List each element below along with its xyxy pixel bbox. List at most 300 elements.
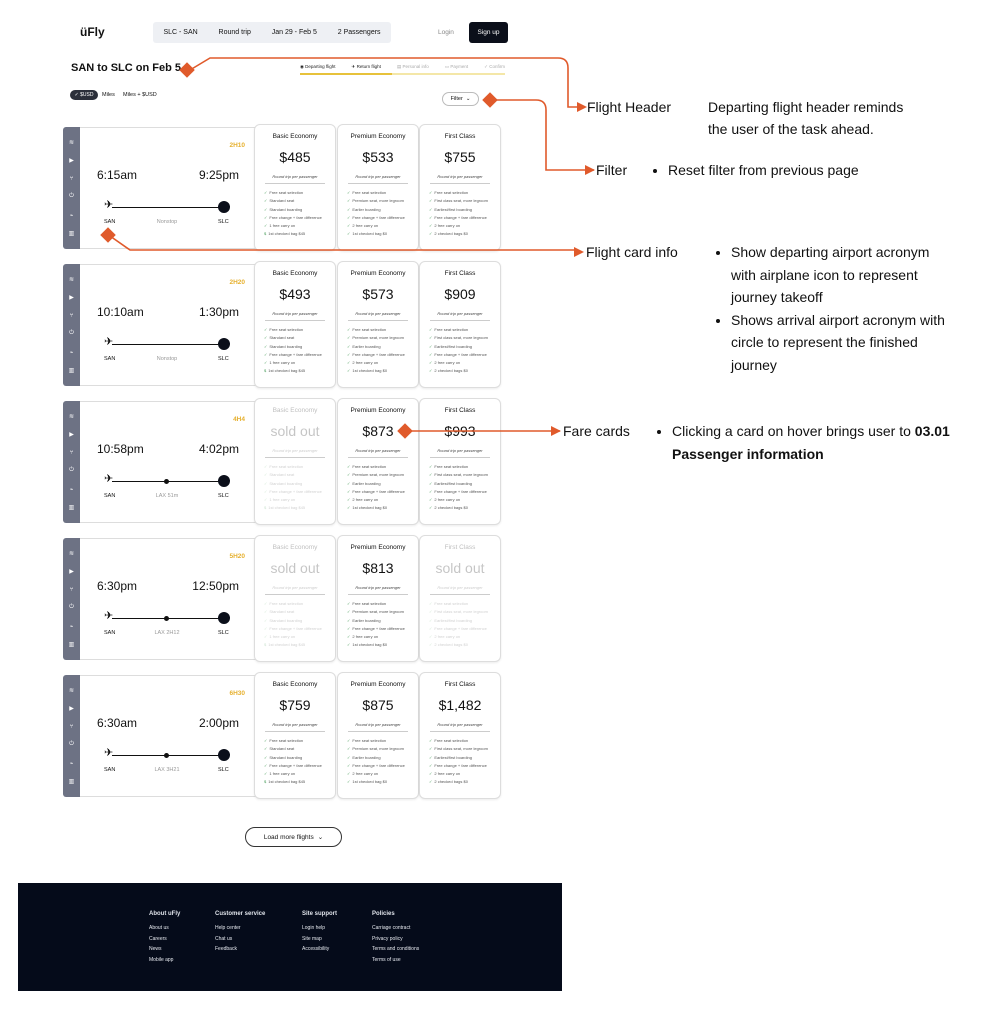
fare-feature: ✓ Free seat selection — [347, 601, 387, 606]
fare-feature: ✓ Standard boarding — [264, 343, 303, 349]
fare-feature: ✓ 1st checked bag $0 — [347, 505, 388, 511]
check-icon: ✓ — [264, 601, 268, 606]
fare-note: Round trip per passenger — [355, 585, 401, 590]
fare-feature: ✓ Free seat selection — [347, 464, 387, 469]
fare-feature: ✓ 2 free carry on — [429, 497, 461, 503]
booking-step: ▤ Personal info — [396, 64, 429, 69]
check-icon: ✓ — [347, 206, 351, 212]
fare-feature: ✓ 2 free carry on — [347, 223, 379, 229]
footer-link[interactable]: Careers — [149, 935, 167, 942]
flight-card-marker — [100, 227, 116, 243]
footer-heading: Site support — [302, 911, 338, 917]
fare-price: $533 — [362, 149, 394, 165]
fare-feature: ✓ Standard seat — [264, 609, 295, 615]
currency-miles-option[interactable]: Miles — [102, 92, 115, 98]
fare-feature: ✓ First class seat, more legroom — [429, 472, 488, 478]
fare-class-name: Basic Economy — [272, 681, 318, 688]
fare-class-name: Premium Economy — [350, 681, 406, 688]
annotation-fare-cards-label: Fare cards — [563, 423, 630, 439]
check-icon: ✓ — [264, 625, 268, 631]
fare-feature: ✓ Standard boarding — [264, 617, 303, 623]
check-icon: ✓ — [347, 488, 351, 494]
stop-info: LAX 2H12 — [154, 630, 180, 636]
fare-feature: ✓ Earlier boarding — [347, 343, 381, 349]
check-icon: ✓ — [347, 634, 351, 640]
signup-button[interactable]: Sign up — [469, 22, 508, 43]
fare-feature: ✓ First class seat, more legroom — [429, 198, 488, 204]
check-icon: ✓ — [429, 746, 433, 752]
check-icon: ✓ — [264, 214, 268, 220]
fare-class-name: First Class — [444, 270, 476, 277]
fare-feature: ✓ Earliest/first boarding — [429, 480, 472, 486]
fare-feature: ✓ Free change + fare difference — [347, 351, 405, 357]
check-icon: ✓ — [264, 754, 268, 760]
fare-feature: ✓ 1st checked bag $0 — [347, 368, 388, 374]
fare-note: Round trip per passenger — [272, 174, 318, 179]
fare-feature: ✓ Premium seat, more legroom — [347, 472, 404, 478]
airplane-icon: ✈ — [104, 199, 114, 211]
footer-heading: Customer service — [215, 911, 266, 917]
footer-link[interactable]: Accessibility — [302, 946, 330, 952]
annotation-flight-header-label: Flight Header — [587, 99, 672, 115]
check-icon: ✓ — [264, 360, 268, 366]
search-dates[interactable]: Jan 29 - Feb 5 — [271, 29, 317, 36]
fare-feature: ✓ Standard boarding — [264, 480, 303, 486]
departure-time: 10:58pm — [97, 442, 144, 456]
footer-link[interactable]: Site map — [302, 935, 322, 942]
meal-icon: ⑂ — [69, 586, 74, 593]
annotation-fare-cards-desc: • Clicking a card on hover brings user to 03.01 Passenger information — [652, 420, 950, 465]
fare-feature: ✓ Free seat selection — [429, 601, 469, 606]
fare-note: Round trip per passenger — [355, 448, 401, 453]
check-icon: ✓ — [347, 351, 351, 357]
flight-header-marker — [179, 62, 195, 78]
airplane-icon: ✈ — [104, 610, 114, 622]
footer-link[interactable]: News — [149, 946, 162, 952]
fare-feature: ✓ Free change + fare difference — [264, 214, 322, 220]
fare-feature: ✓ Free change + fare difference — [429, 762, 487, 768]
fare-feature: ✓ Free change + fare difference — [429, 214, 487, 220]
fare-feature: ✓ 1 free carry on — [264, 223, 296, 229]
annotation-flight-card-desc: • Show departing airport acronym with airplane icon to represent journey takeoff • Shows arrival airport acronym with circle to represent the finished journey — [711, 241, 945, 376]
stop-info: LAX 3H21 — [154, 767, 180, 773]
meal-icon: ⑂ — [69, 312, 74, 319]
dollar-icon: $ — [264, 368, 267, 374]
footer-link[interactable]: Chat us — [215, 935, 233, 942]
dollar-icon: $ — [264, 505, 267, 511]
power-icon: ⏻ — [69, 193, 74, 200]
dollar-icon: $ — [264, 642, 267, 648]
fare-cards-marker — [397, 423, 413, 439]
page-title: SAN to SLC on Feb 5 — [71, 62, 181, 74]
check-icon: ✓ — [347, 601, 351, 606]
fare-feature: ✓ 1st checked bag $0 — [347, 779, 388, 785]
check-icon: ✓ — [264, 634, 268, 640]
fare-price: $493 — [279, 286, 311, 302]
check-icon: ✓ — [264, 206, 268, 212]
fare-class-name: Premium Economy — [350, 270, 406, 277]
fare-feature: ✓ Free seat selection — [429, 464, 469, 469]
annotation-flight-card-label: Flight card info — [586, 244, 678, 260]
fare-feature: ✓ 1st checked bag $0 — [347, 231, 388, 237]
check-icon: ✓ — [264, 738, 268, 743]
fare-cards-arrow — [551, 426, 561, 436]
footer-link[interactable]: Help center — [215, 925, 241, 931]
brand-logo[interactable]: üFly — [80, 25, 105, 39]
fare-price: $1,482 — [438, 697, 482, 713]
footer-link[interactable]: Login help — [302, 925, 326, 931]
origin-airport: SAN — [104, 630, 116, 636]
fare-class-name: Basic Economy — [272, 544, 318, 551]
check-icon: ✓ — [429, 368, 433, 374]
arrival-time: 1:30pm — [198, 305, 239, 319]
flight-duration: 2H10 — [229, 142, 245, 149]
check-icon: ✓ — [347, 360, 351, 366]
fare-feature: ✓ Standard seat — [264, 198, 295, 204]
fare-feature: ✓ Earlier boarding — [347, 754, 381, 760]
usb-icon: ⌁ — [69, 623, 74, 630]
check-icon: ✓ — [429, 327, 433, 332]
check-icon: ✓ — [264, 223, 268, 229]
check-icon: ✓ — [429, 488, 433, 494]
entertainment-icon: ▶ — [69, 158, 74, 165]
fare-note: Round trip per passenger — [355, 311, 401, 316]
power-icon: ⏻ — [69, 330, 74, 337]
origin-airport: SAN — [104, 219, 116, 225]
check-icon: ✓ — [429, 480, 433, 486]
fare-feature: ✓ 1 free carry on — [264, 771, 296, 777]
fare-class-name: First Class — [444, 544, 476, 551]
fare-feature: ✓ Earlier boarding — [347, 617, 381, 623]
check-icon: ✓ — [347, 343, 351, 349]
fare-feature: ✓ Earlier boarding — [347, 206, 381, 212]
fare-feature: ✓ Free seat selection — [429, 738, 469, 743]
airplane-icon: ✈ — [104, 336, 114, 348]
check-icon: ✓ — [347, 738, 351, 743]
flight-duration: 5H20 — [229, 553, 245, 560]
origin-airport: SAN — [104, 493, 116, 499]
filter-arrow — [585, 165, 595, 175]
fare-feature: ✓ Free seat selection — [264, 738, 304, 743]
fare-price: $813 — [362, 560, 394, 576]
fare-note: Round trip per passenger — [272, 722, 318, 727]
check-icon: ✓ — [429, 762, 433, 768]
footer-link[interactable]: Carriage contract — [372, 925, 411, 931]
check-icon: ✓ — [429, 190, 433, 195]
fare-feature: ✓ 2 checked bags $0 — [429, 779, 468, 785]
check-icon: ✓ — [264, 488, 268, 494]
check-icon: ✓ — [264, 609, 268, 615]
fare-feature: ✓ Free change + fare difference — [264, 351, 322, 357]
check-icon: ✓ — [347, 779, 351, 785]
fare-feature: ✓ 2 free carry on — [429, 771, 461, 777]
fare-price: $573 — [362, 286, 394, 302]
search-trip-type[interactable]: Round trip — [218, 29, 251, 36]
check-icon: ✓ — [429, 634, 433, 640]
check-icon: ✓ — [264, 762, 268, 768]
arrival-time: 9:25pm — [198, 168, 239, 182]
fare-note: Round trip per passenger — [437, 585, 483, 590]
fare-feature: ✓ Standard seat — [264, 335, 295, 341]
arrival-time: 4:02pm — [198, 442, 239, 456]
flight-duration: 2H20 — [229, 279, 245, 286]
fare-feature: ✓ 2 free carry on — [347, 497, 379, 503]
stop-info: Nonstop — [156, 219, 178, 225]
fare-feature: ✓ 1st checked bag $0 — [347, 642, 388, 648]
fare-feature: $ 1st checked bag $45 — [264, 642, 306, 648]
fare-price: $759 — [279, 697, 311, 713]
fare-feature: ✓ First class seat, more legroom — [429, 746, 488, 752]
flight-duration: 6H30 — [229, 690, 245, 697]
fare-feature: ✓ Free change + fare difference — [429, 488, 487, 494]
fare-class-name: Premium Economy — [350, 407, 406, 414]
fare-feature: ✓ 2 checked bags $0 — [429, 642, 468, 648]
check-icon: ✓ — [347, 223, 351, 229]
fare-feature: ✓ Premium seat, more legroom — [347, 746, 404, 752]
wifi-icon: ≋ — [68, 550, 75, 557]
fare-feature: ✓ 2 free carry on — [347, 360, 379, 366]
fare-feature: $ 1st checked bag $45 — [264, 779, 306, 785]
check-icon: ✓ — [429, 617, 433, 623]
entertainment-icon: ▶ — [69, 569, 74, 576]
fare-feature: ✓ Free seat selection — [264, 190, 304, 195]
drink-icon: ▥ — [68, 642, 75, 649]
check-icon: ✓ — [347, 762, 351, 768]
check-icon: ✓ — [347, 464, 351, 469]
check-icon: ✓ — [429, 351, 433, 357]
fare-class-name: Basic Economy — [272, 133, 318, 140]
fare-note: Round trip per passenger — [355, 174, 401, 179]
fare-price: $485 — [279, 149, 311, 165]
check-icon: ✓ — [429, 779, 433, 785]
check-icon: ✓ — [347, 497, 351, 503]
destination-airport: SLC — [218, 356, 229, 362]
chevron-down-icon: ⌄ — [465, 96, 471, 102]
fare-note: Round trip per passenger — [272, 585, 318, 590]
meal-icon: ⑂ — [69, 723, 74, 730]
booking-step: ▭ Payment — [444, 64, 469, 69]
check-icon: ✓ — [347, 214, 351, 220]
check-icon: ✓ — [429, 464, 433, 469]
check-icon: ✓ — [429, 505, 433, 511]
footer-heading: About uFly — [149, 911, 181, 917]
check-icon: ✓ — [264, 464, 268, 469]
filter-label: Filter — [450, 96, 463, 102]
check-icon: ✓ — [347, 505, 351, 511]
usb-icon: ⌁ — [69, 486, 74, 493]
check-icon: ✓ — [429, 231, 433, 237]
departure-time: 6:30am — [97, 716, 138, 730]
stop-info: LAX 51m — [155, 493, 179, 499]
destination-airport: SLC — [218, 630, 229, 636]
footer-heading: Policies — [372, 911, 395, 917]
check-icon: ✓ — [429, 472, 433, 478]
fare-feature: ✓ Free change + fare difference — [429, 351, 487, 357]
wifi-icon: ≋ — [68, 413, 75, 420]
fare-feature: ✓ Free change + fare difference — [347, 488, 405, 494]
footer-link[interactable]: Terms of use — [372, 956, 401, 963]
meal-icon: ⑂ — [69, 175, 74, 182]
power-icon: ⏻ — [69, 604, 74, 611]
fare-class-name: Basic Economy — [272, 270, 318, 277]
fare-feature: ✓ Standard seat — [264, 472, 295, 478]
check-icon: ✓ — [264, 351, 268, 357]
drink-icon: ▥ — [68, 368, 75, 375]
check-icon: ✓ — [74, 92, 81, 98]
airplane-icon: ✈ — [104, 473, 114, 485]
fare-feature: ✓ Standard boarding — [264, 206, 303, 212]
departure-time: 6:15am — [97, 168, 138, 182]
fare-feature: ✓ Free change + fare difference — [264, 488, 322, 494]
load-more-label: Load more flights — [263, 833, 314, 841]
power-icon: ⏻ — [69, 741, 74, 748]
footer-link[interactable]: Privacy policy — [372, 935, 403, 942]
check-icon: ✓ — [347, 609, 351, 615]
footer-link[interactable]: Feedback — [215, 946, 237, 952]
fare-feature: ✓ Standard seat — [264, 746, 295, 752]
check-icon: ✓ — [429, 497, 433, 503]
drink-icon: ▥ — [68, 231, 75, 238]
departure-time: 10:10am — [97, 305, 144, 319]
check-icon: ✓ — [429, 601, 433, 606]
check-icon: ✓ — [347, 642, 351, 648]
wifi-icon: ≋ — [68, 276, 75, 283]
check-icon: ✓ — [347, 368, 351, 374]
check-icon: ✓ — [264, 335, 268, 341]
usb-icon: ⌁ — [69, 760, 74, 767]
fare-feature: ✓ Free seat selection — [347, 327, 387, 332]
check-icon: ✓ — [347, 771, 351, 777]
check-icon: ✓ — [264, 472, 268, 478]
usb-icon: ⌁ — [69, 349, 74, 356]
check-icon: ✓ — [347, 231, 351, 237]
check-icon: ✓ — [264, 190, 268, 195]
fare-feature: ✓ Free change + fare difference — [264, 762, 322, 768]
airplane-icon: ✈ — [104, 747, 114, 759]
fare-feature: ✓ Premium seat, more legroom — [347, 335, 404, 341]
footer-link[interactable]: Terms and conditions — [372, 946, 420, 952]
fare-feature: ✓ 2 checked bags $0 — [429, 368, 468, 374]
fare-note: Round trip per passenger — [355, 722, 401, 727]
fare-feature: ✓ 2 checked bags $0 — [429, 505, 468, 511]
check-icon: ✓ — [429, 642, 433, 648]
annotation-flight-header-desc: Departing flight header reminds the user of the task ahead. — [708, 99, 904, 137]
check-icon: ✓ — [347, 480, 351, 486]
dollar-icon: $ — [264, 231, 267, 237]
check-icon: ✓ — [429, 198, 433, 204]
fare-feature: ✓ Free seat selection — [429, 190, 469, 195]
chevron-down-icon: ⌄ — [317, 834, 324, 841]
currency-selected: $USD — [80, 92, 94, 98]
annotation-filter-label: Filter — [596, 162, 628, 178]
check-icon: ✓ — [347, 327, 351, 332]
search-route[interactable]: SLC - SAN — [163, 29, 198, 36]
check-icon: ✓ — [264, 746, 268, 752]
meal-icon: ⑂ — [69, 449, 74, 456]
dollar-icon: $ — [264, 779, 267, 785]
check-icon: ✓ — [429, 343, 433, 349]
fare-feature: ✓ Earliest/first boarding — [429, 206, 472, 212]
flight-card-arrow — [574, 247, 584, 257]
check-icon: ✓ — [429, 214, 433, 220]
check-icon: ✓ — [429, 738, 433, 743]
check-icon: ✓ — [429, 360, 433, 366]
fare-feature: ✓ First class seat, more legroom — [429, 335, 488, 341]
annotation-filter-desc: • Reset filter from previous page — [648, 159, 859, 182]
currency-miles-usd-option[interactable]: Miles + $USD — [123, 92, 157, 98]
check-icon: ✓ — [264, 343, 268, 349]
login-link[interactable]: Login — [438, 29, 454, 36]
usb-icon: ⌁ — [69, 212, 74, 219]
power-icon: ⏻ — [69, 467, 74, 474]
fare-class-name: First Class — [444, 133, 476, 140]
fare-feature: ✓ 2 free carry on — [347, 634, 379, 640]
stop-info: Nonstop — [156, 356, 178, 362]
arrival-time: 2:00pm — [198, 716, 239, 730]
origin-airport: SAN — [104, 767, 116, 773]
fare-feature: ✓ Free change + fare difference — [264, 625, 322, 631]
fare-feature: ✓ Free seat selection — [347, 738, 387, 743]
check-icon: ✓ — [429, 771, 433, 777]
booking-step: ✈ Return flight — [351, 64, 381, 69]
footer-link[interactable]: Mobile app — [149, 956, 174, 963]
fare-price: sold out — [435, 560, 485, 576]
fare-note: Round trip per passenger — [272, 311, 318, 316]
fare-note: Round trip per passenger — [437, 311, 483, 316]
search-passengers[interactable]: 2 Passengers — [337, 29, 381, 36]
destination-airport: SLC — [218, 767, 229, 773]
check-icon: ✓ — [264, 480, 268, 486]
destination-airport: SLC — [218, 219, 229, 225]
check-icon: ✓ — [347, 746, 351, 752]
check-icon: ✓ — [264, 198, 268, 204]
flight-header-arrow — [577, 102, 587, 112]
fare-price: $993 — [444, 423, 476, 439]
fare-feature: ✓ Free seat selection — [347, 190, 387, 195]
fare-feature: ✓ Free seat selection — [264, 601, 304, 606]
fare-feature: $ 1st checked bag $45 — [264, 368, 306, 374]
drink-icon: ▥ — [68, 505, 75, 512]
drink-icon: ▥ — [68, 779, 75, 786]
fare-feature: ✓ First class seat, more legroom — [429, 609, 488, 615]
fare-feature: ✓ 2 free carry on — [429, 634, 461, 640]
check-icon: ✓ — [429, 609, 433, 615]
fare-price: sold out — [270, 423, 320, 439]
booking-step: ✓ Confirm — [484, 64, 505, 69]
fare-feature: ✓ Free seat selection — [429, 327, 469, 332]
filter-marker — [482, 92, 498, 108]
fare-feature: ✓ 2 free carry on — [429, 223, 461, 229]
check-icon: ✓ — [264, 327, 268, 332]
check-icon: ✓ — [264, 771, 268, 777]
fare-note: Round trip per passenger — [272, 448, 318, 453]
entertainment-icon: ▶ — [69, 432, 74, 439]
departure-time: 6:30pm — [97, 579, 138, 593]
fare-feature: ✓ 2 checked bags $0 — [429, 231, 468, 237]
fare-feature: ✓ Standard boarding — [264, 754, 303, 760]
fare-feature: ✓ 2 free carry on — [347, 771, 379, 777]
fare-feature: ✓ Free change + fare difference — [429, 625, 487, 631]
fare-price: $755 — [444, 149, 476, 165]
destination-airport: SLC — [218, 493, 229, 499]
fare-feature: ✓ Earliest/first boarding — [429, 754, 472, 760]
booking-step: ◉ Departing flight — [300, 64, 336, 69]
footer-link[interactable]: About us — [149, 925, 169, 931]
check-icon: ✓ — [429, 223, 433, 229]
fare-price: $875 — [362, 697, 394, 713]
check-icon: ✓ — [264, 497, 268, 503]
fare-feature: ✓ Free seat selection — [264, 464, 304, 469]
